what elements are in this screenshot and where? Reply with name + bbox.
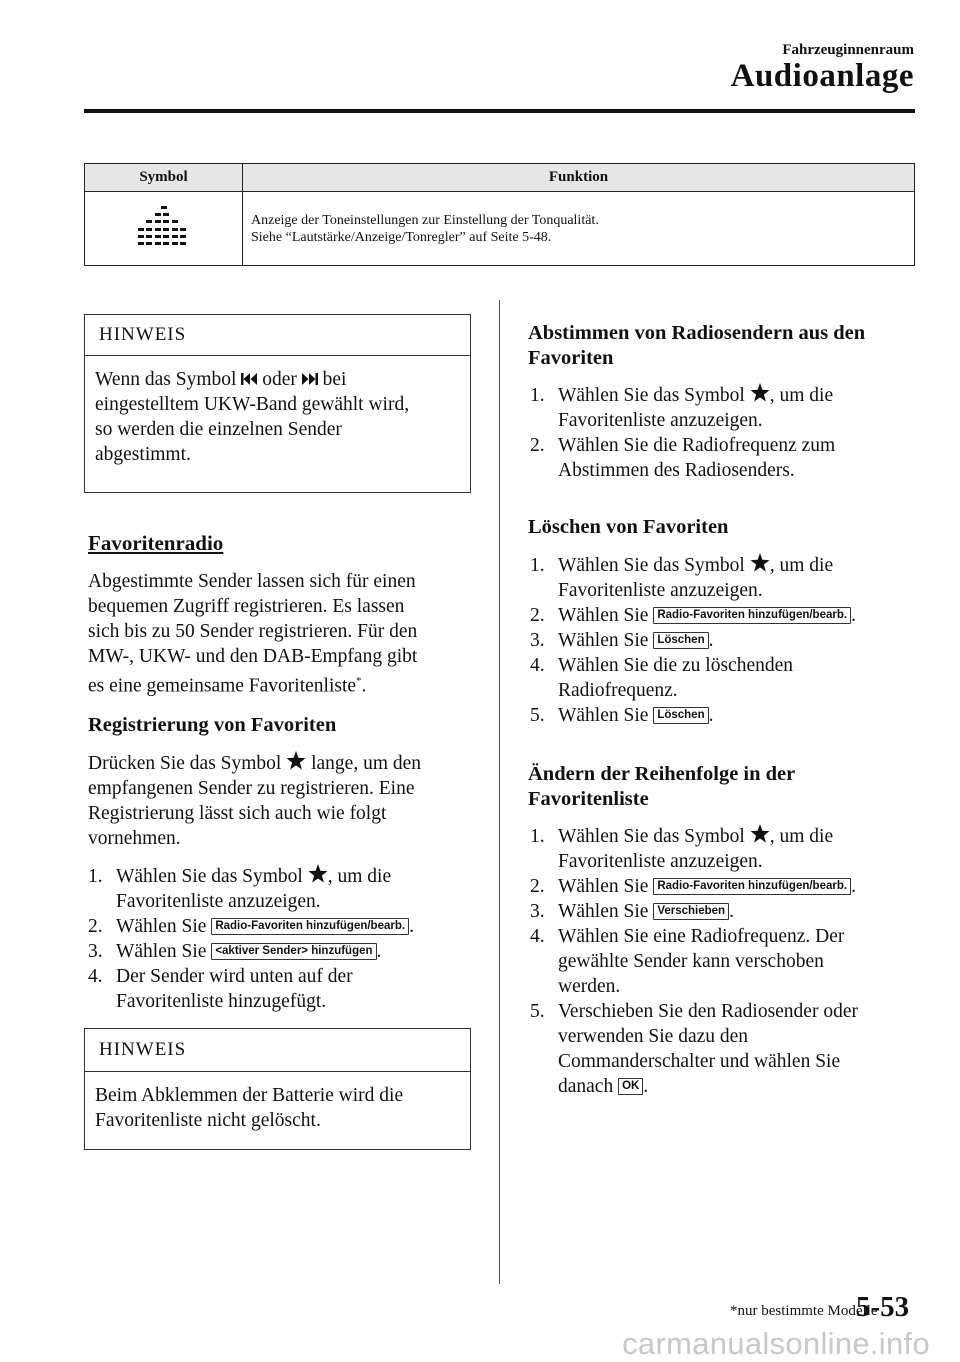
function-cell [243, 192, 915, 266]
note-box-1 [84, 314, 471, 493]
list-item: 1. Wählen Sie das Symbol , um die Favoritenliste anzuzeigen. [530, 385, 834, 431]
steps-abstimmen [530, 383, 920, 483]
star-icon [286, 751, 306, 770]
note-box-2 [84, 1028, 471, 1150]
chapter-title: Audioanlage [730, 58, 914, 94]
header-rule [84, 109, 915, 113]
list-item: 1. Wählen Sie das Symbol , um die Favoritenliste anzuzeigen. [88, 866, 392, 912]
list-item: 3. Wählen Sie Löschen . [530, 630, 714, 651]
aktiver-sender-hinzufuegen-button[interactable]: <aktiver Sender> hinzufügen [211, 943, 376, 960]
steps-registrierung [88, 864, 488, 1014]
page-number: 5-53 [856, 1291, 910, 1323]
steps-loeschen [530, 553, 920, 728]
list-item: 5. Verschieben Sie den Radiosender oder verwenden Sie dazu den Commanderschalter und wählen Sie danach OK . [530, 1001, 858, 1097]
note-title: HINWEIS [85, 315, 470, 356]
heading-loeschen: Löschen von Favoriten [528, 516, 729, 538]
function-line-1: Anzeige der Toneinstellungen zur Einstellung der Tonqualität. [251, 212, 599, 228]
paragraph-registrierung: Drücken Sie das Symbol lange, um den empfangenen Sender zu registrieren. Eine Registrierung lässt sich auch wie folgt vornehmen. [88, 753, 422, 849]
list-item: 2. Wählen Sie Radio-Favoriten hinzufügen/bearb. . [88, 916, 414, 937]
skip-forward-icon [302, 372, 318, 386]
list-item: 2. Wählen Sie Radio-Favoriten hinzufügen/bearb. . [530, 605, 856, 626]
heading-favoritenradio: Favoritenradio [88, 531, 224, 555]
radio-favoriten-button[interactable]: Radio-Favoriten hinzufügen/bearb. [653, 878, 851, 895]
star-icon [750, 824, 770, 843]
heading-reihenfolge: Ändern der Reihenfolge in der Favoritenliste [528, 763, 796, 810]
note-title: HINWEIS [85, 1029, 470, 1072]
list-item: 2. Wählen Sie die Radiofrequenz zum Abstimmen des Radiosenders. [530, 435, 836, 481]
star-icon [308, 864, 328, 883]
list-item: 1. Wählen Sie das Symbol , um die Favoritenliste anzuzeigen. [530, 826, 834, 872]
list-item: 2. Wählen Sie Radio-Favoriten hinzufügen/bearb. . [530, 876, 856, 897]
heading-registrierung: Registrierung von Favoriten [88, 714, 337, 736]
col-function-header: Funktion [243, 164, 915, 192]
loeschen-button[interactable]: Löschen [653, 632, 708, 649]
list-item: 3. Wählen Sie Verschieben . [530, 901, 734, 922]
list-item: 4. Wählen Sie die zu löschenden Radiofrequenz. [530, 655, 793, 701]
note-body: Wenn das Symbol oder bei eingestelltem UKW-Band gewählt wird, so werden die einzelnen Sender abgestimmt. [95, 369, 410, 465]
footnote: *nur bestimmte Modelle [730, 1303, 878, 1319]
radio-favoriten-button[interactable]: Radio-Favoriten hinzufügen/bearb. [653, 607, 851, 624]
list-item: 1. Wählen Sie das Symbol , um die Favoritenliste anzuzeigen. [530, 555, 834, 601]
list-item: 5. Wählen Sie Löschen . [530, 705, 714, 726]
symbol-cell [85, 192, 243, 266]
loeschen-button[interactable]: Löschen [653, 707, 708, 724]
heading-abstimmen: Abstimmen von Radiosendern aus den Favoriten [528, 322, 866, 369]
list-item: 4. Wählen Sie eine Radiofrequenz. Der gewählte Sender kann verschoben werden. [530, 926, 845, 997]
ok-button[interactable]: OK [618, 1078, 643, 1095]
section-title: Fahrzeuginnenraum [782, 42, 914, 58]
radio-favoriten-button[interactable]: Radio-Favoriten hinzufügen/bearb. [211, 918, 409, 935]
watermark: carmanualsonline.info [622, 1326, 930, 1361]
verschieben-button[interactable]: Verschieben [653, 903, 729, 920]
col-symbol-header: Symbol [85, 164, 243, 192]
equalizer-icon [136, 204, 192, 248]
star-icon [750, 383, 770, 402]
star-icon [750, 553, 770, 572]
list-item: 4. Der Sender wird unten auf der Favoritenliste hinzugefügt. [88, 966, 353, 1012]
column-divider [499, 300, 500, 1284]
paragraph-favoritenradio: Abgestimmte Sender lassen sich für einen bequemen Zugriff registrieren. Es lassen sich bis zu 50 Sender registrieren. Für den MW-, UKW- und den DAB-Empfang gibt es eine gemeinsame Favoritenliste*. [88, 571, 418, 697]
skip-back-icon [241, 372, 257, 386]
steps-reihenfolge [530, 824, 920, 1099]
list-item: 3. Wählen Sie <aktiver Sender> hinzufügen . [88, 941, 382, 962]
note-body: Beim Abklemmen der Batterie wird die Favoritenliste nicht gelöscht. [95, 1085, 404, 1131]
function-line-2: Siehe “Lautstärke/Anzeige/Tonregler” auf Seite 5-48. [251, 229, 552, 245]
symbol-table [84, 163, 915, 266]
